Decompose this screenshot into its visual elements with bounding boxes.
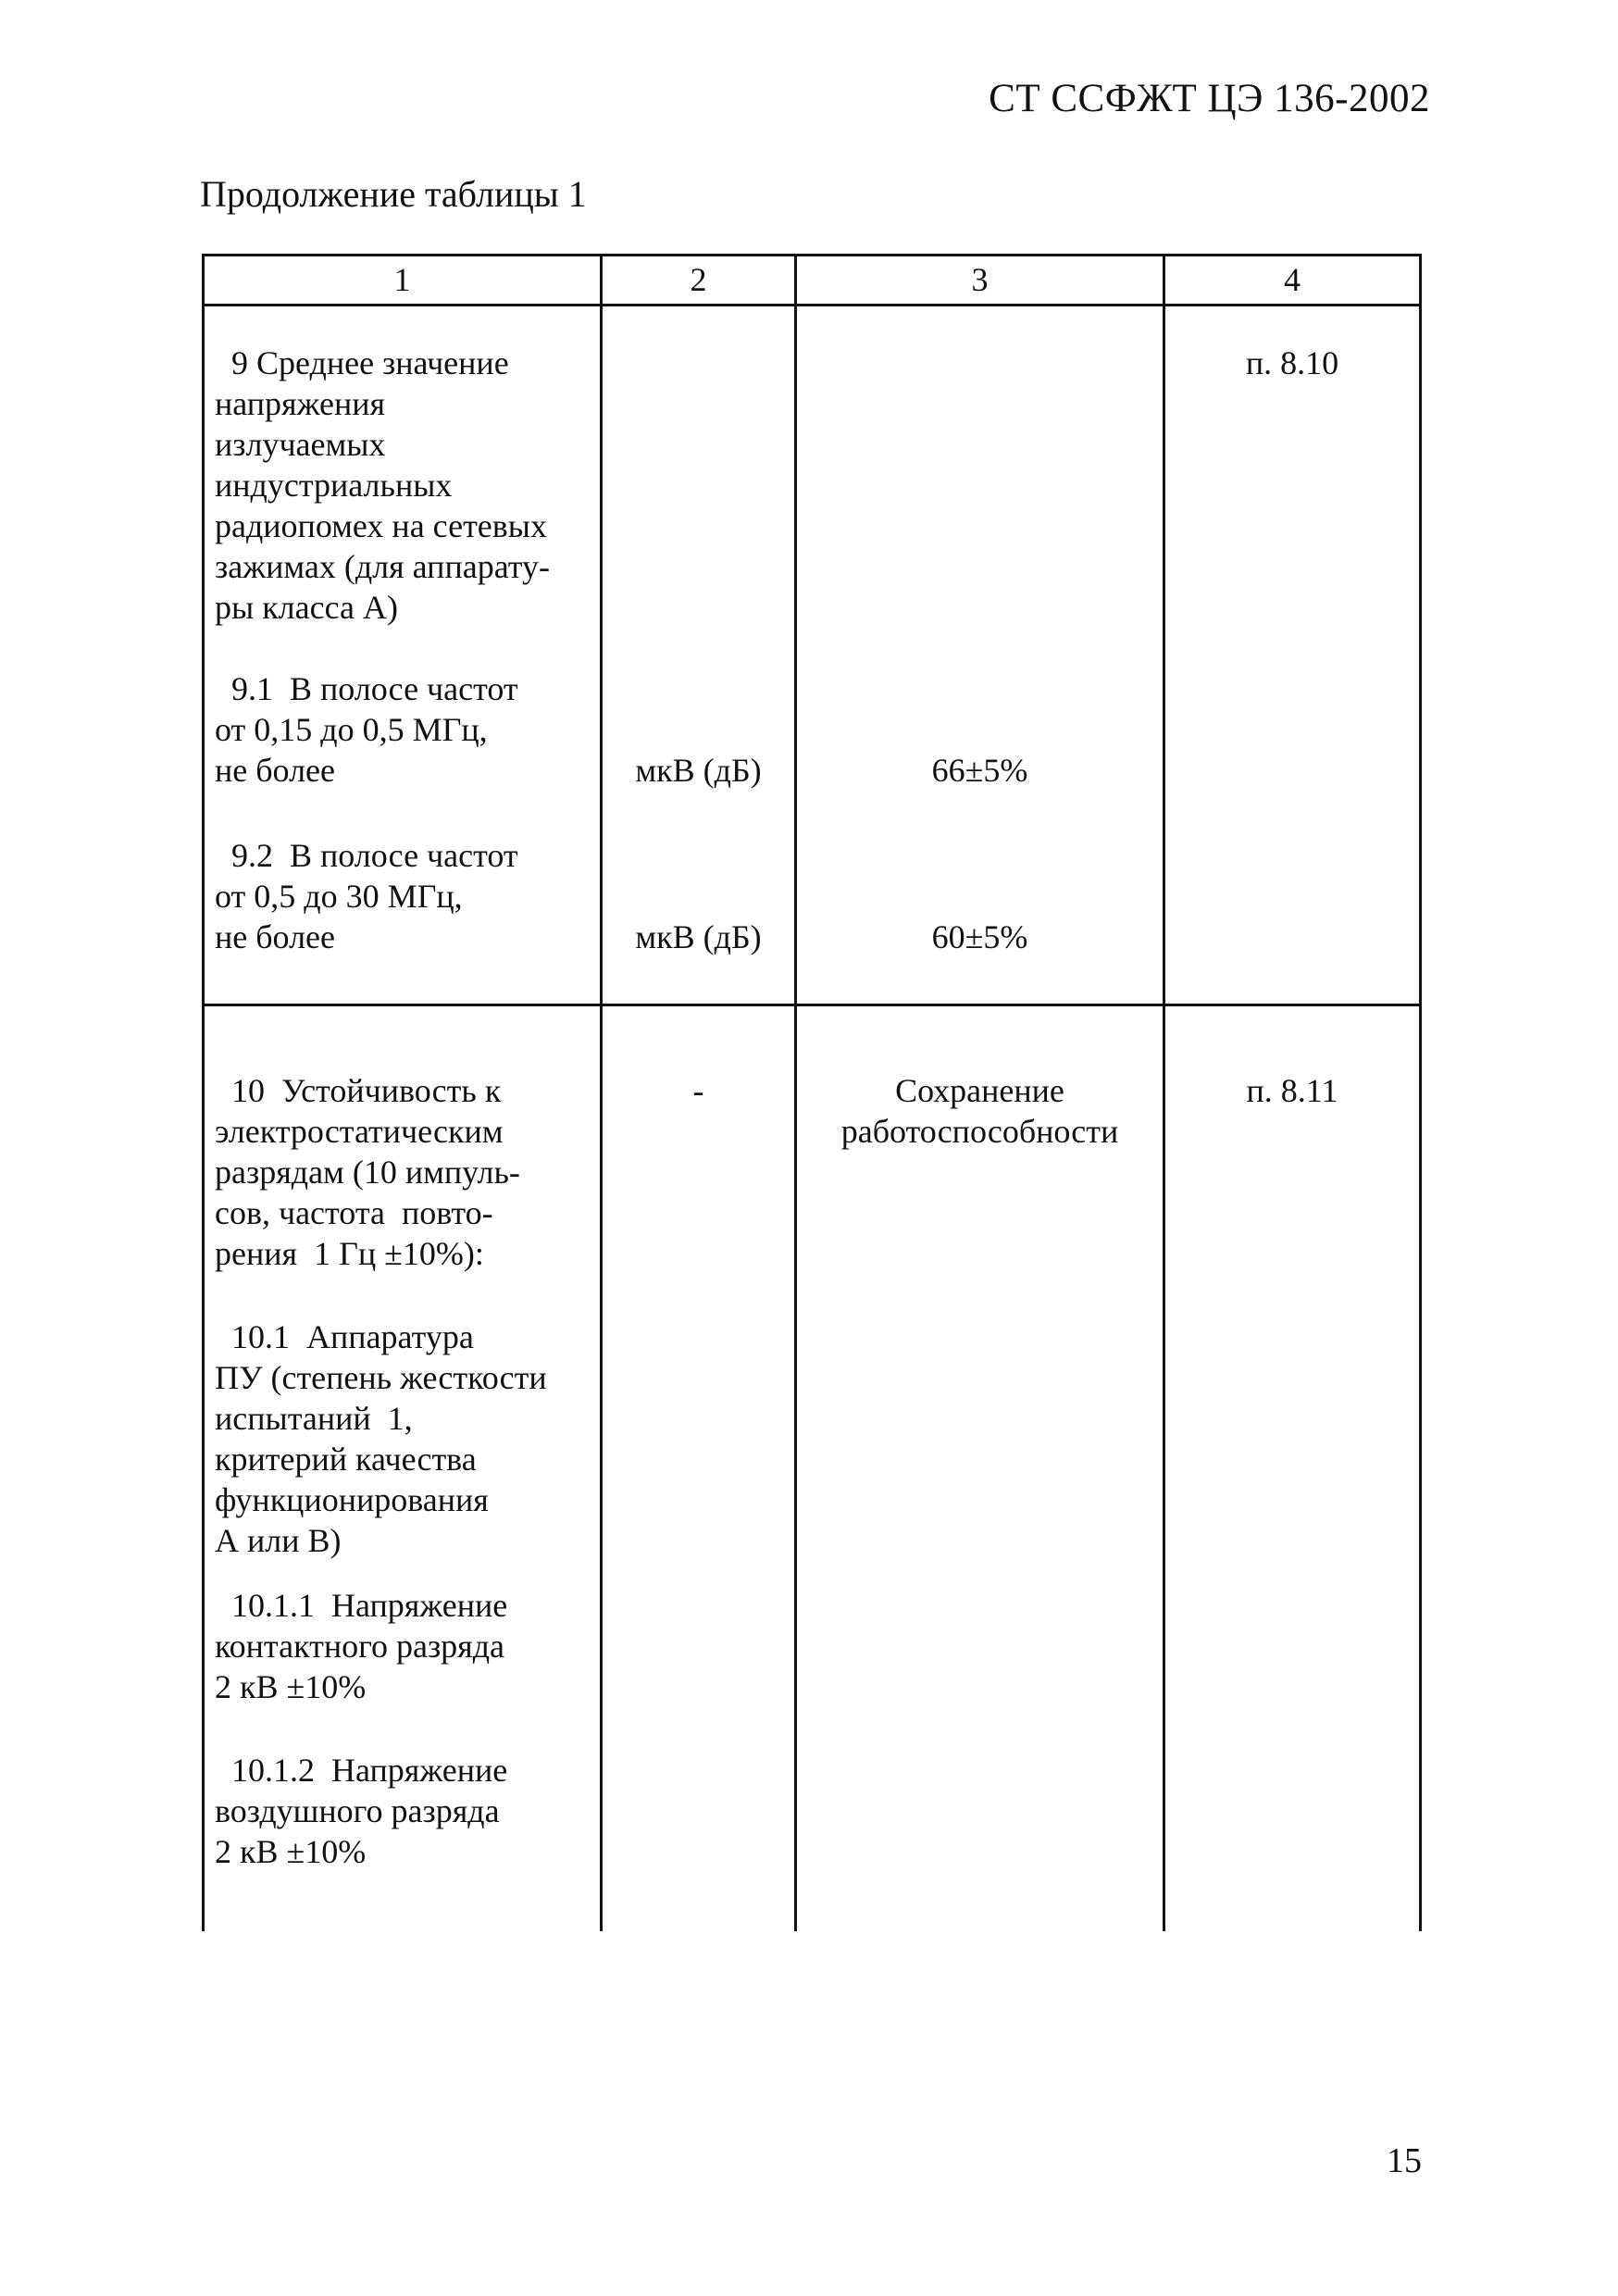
row9-2-value: 60±5% <box>931 918 1028 955</box>
table-right-border <box>1419 254 1422 1931</box>
document-code: СТ ССФЖТ ЦЭ 136-2002 <box>989 77 1430 120</box>
parameters-table <box>202 254 1422 1931</box>
row9-2-unit: мкВ (дБ) <box>635 918 762 955</box>
row10-parameter: 10 Устойчивость к электростатическим разрядам (10 импуль- сов, частота повто- рения 1 Гц ±10%): <box>215 1072 520 1272</box>
row9-1-unit: мкВ (дБ) <box>635 752 762 789</box>
row10-1-parameter: 10.1 Аппаратура ПУ (степень жесткости испытаний 1, критерий качества функционирования А или В) <box>215 1318 547 1559</box>
row9-parameter: 9 Среднее значение напряжения излучаемых индустриальных радиопомех на сетевых зажимах (для аппарату- ры класса А) <box>215 344 550 626</box>
row9-1-parameter: 9.1 В полосе частот от 0,15 до 0,5 МГц, не более <box>215 670 518 789</box>
column-header-3: 3 <box>971 261 989 298</box>
column-header-4: 4 <box>1284 261 1301 298</box>
column-header-2: 2 <box>690 261 707 298</box>
header-separator <box>202 304 1422 306</box>
row10-1-1-parameter: 10.1.1 Напряжение контактного разряда 2 кВ ±10% <box>215 1587 508 1705</box>
row10-unit: - <box>692 1072 704 1109</box>
table-caption: Продолжение таблицы 1 <box>200 173 587 215</box>
column-header-1: 1 <box>393 261 411 298</box>
row10-1-2-parameter: 10.1.2 Напряжение воздушного разряда 2 кВ ±10% <box>215 1752 508 1870</box>
row10-value: Сохранение работоспособности <box>840 1072 1119 1150</box>
row9-2-parameter: 9.2 В полосе частот от 0,5 до 30 МГц, не более <box>215 837 518 955</box>
table-top-border <box>202 254 1422 256</box>
row10-reference: п. 8.11 <box>1246 1072 1338 1109</box>
table-left-border <box>202 254 205 1931</box>
row-separator <box>202 1004 1422 1006</box>
row9-reference: п. 8.10 <box>1245 344 1339 381</box>
page-number: 15 <box>1387 2141 1422 2180</box>
row9-1-value: 66±5% <box>931 752 1028 789</box>
